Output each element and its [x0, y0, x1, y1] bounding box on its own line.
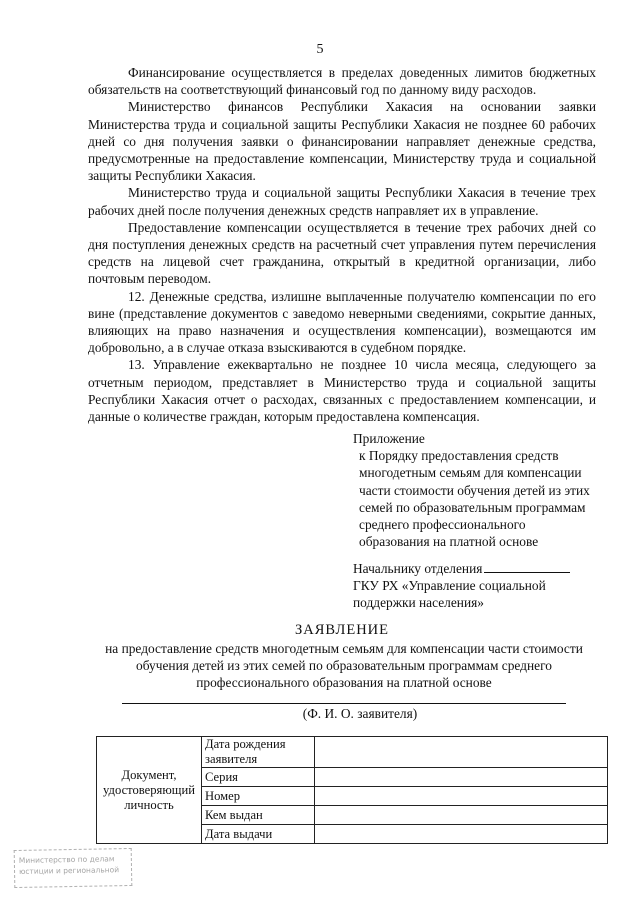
- document-label: Документ, удостоверяющий личность: [97, 737, 202, 844]
- paragraph: Министерство труда и социальной защиты Республики Хакасия в течение трех рабочих дней после получения денежных средств направляет их в управление.: [88, 185, 596, 218]
- field-label: Серия: [202, 768, 315, 787]
- appendix-block: [353, 430, 603, 550]
- appendix-line: части стоимости обучения детей из этих: [359, 482, 590, 498]
- field-value[interactable]: [315, 806, 608, 825]
- page-number: 5: [316, 42, 324, 57]
- stamp-line: Министерство по делам: [18, 854, 115, 865]
- addressee-block: [353, 560, 603, 612]
- field-value[interactable]: [315, 737, 608, 768]
- paragraph: Министерство финансов Республики Хакасия на основании заявки Министерства труда и социальной защиты Республики Хакасия не позднее 60 рабочих дней со дня получения заявки о финансировании направляет денежные средства, предусмотренные на предоставление компенсации, Министерству труда и социальной защиты Республики Хакасия.: [88, 99, 596, 184]
- paragraph: Предоставление компенсации осуществляется в течение трех рабочих дней со дня поступления денежных средств на расчетный счет управления путем перечисления средств на лицевой счет гражданина, открытый в кредитной организации, либо почтовым переводом.: [88, 219, 596, 287]
- identity-document-table: [96, 736, 608, 844]
- field-label: Номер: [202, 787, 315, 806]
- appendix-line: многодетным семьям для компенсации: [359, 465, 582, 481]
- stamp-line: юстиции и региональной: [18, 865, 120, 876]
- field-value[interactable]: [315, 787, 608, 806]
- addressee-blank-field[interactable]: [484, 560, 570, 573]
- body-text: [88, 64, 596, 425]
- addressee-organization-cont: поддержки населения»: [353, 595, 484, 611]
- applicant-name-caption: (Ф. И. О. заявителя): [302, 706, 418, 721]
- appendix-line: к Порядку предоставления средств: [359, 448, 559, 464]
- field-value[interactable]: [315, 825, 608, 844]
- appendix-title: Приложение: [353, 431, 425, 446]
- appendix-line: образования на платной основе: [359, 534, 539, 550]
- registration-stamp: [14, 848, 133, 888]
- field-label: Дата выдачи: [202, 825, 315, 844]
- paragraph-item-12: 12. Денежные средства, излишне выплаченные получателю компенсации по его вине (представление документов с заведомо неверными сведениями, сокрытие данных, влияющих на право назначения и осуществления компенсации), возмещаются им добровольно, а в случае отказа взыскиваются в судебном порядке.: [88, 288, 596, 356]
- addressee-position: Начальнику отделения: [353, 561, 483, 576]
- paragraph-item-13: 13. Управление ежеквартально не позднее 10 числа месяца, следующего за отчетным периодом, представляет в Министерство труда и социальной защиты Республики Хакасия отчет о расходах, связанных с предоставлением компенсации, и данные о количестве граждан, которым предоставлена компенсация.: [88, 357, 596, 425]
- addressee-organization: ГКУ РХ «Управление социальной: [353, 578, 546, 594]
- table-row: [97, 737, 608, 768]
- field-label: Дата рождения заявителя: [202, 737, 315, 768]
- field-label: Кем выдан: [202, 806, 315, 825]
- paragraph: Финансирование осуществляется в пределах доведенных лимитов бюджетных обязательств на соответствующий финансовый год по данному виду расходов.: [88, 65, 596, 98]
- appendix-line: семей по образовательным программам: [359, 499, 586, 515]
- addressee-line: [353, 560, 603, 577]
- statement-subtitle: на предоставление средств многодетным семьям для компенсации части стоимости обучения детей из этих семей по образовательным программам среднего профессионального образования на платной основе: [105, 641, 583, 691]
- field-value[interactable]: [315, 768, 608, 787]
- applicant-name-line[interactable]: [122, 703, 566, 704]
- appendix-line: среднего профессионального: [359, 517, 526, 533]
- statement-title: ЗАЯВЛЕНИЕ: [294, 622, 390, 638]
